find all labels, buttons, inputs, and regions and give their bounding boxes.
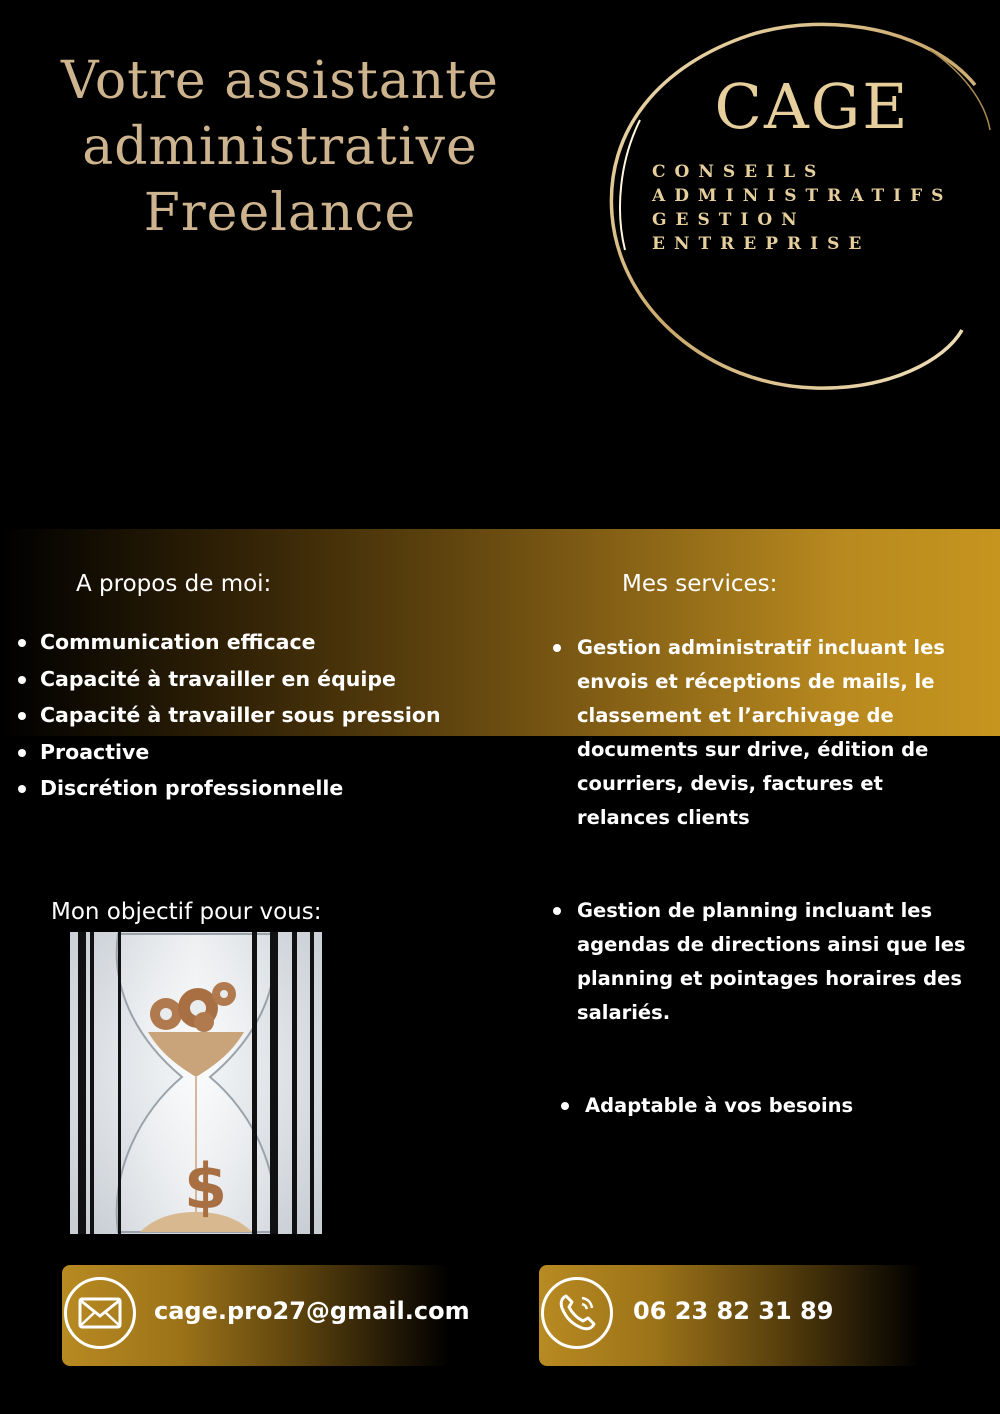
phone-icon [541, 1277, 613, 1349]
list-item: Communication efficace [16, 624, 476, 661]
list-item: Proactive [16, 734, 476, 771]
headline-line: Votre assistante [61, 51, 499, 111]
services-list [551, 631, 971, 835]
email-contact-bar [62, 1265, 470, 1366]
about-title: A propos de moi: [76, 571, 272, 597]
services-list [559, 1089, 979, 1123]
logo-tagline-line: ENTREPRISE [652, 234, 871, 254]
logo-tagline-line: ADMINISTRATIFS [652, 186, 953, 206]
envelope-icon [64, 1277, 136, 1349]
list-item: Adaptable à vos besoins [559, 1089, 979, 1123]
services-list [551, 894, 971, 1030]
email-address[interactable]: cage.pro27@gmail.com [154, 1297, 470, 1325]
logo-tagline-line: CONSEILS [652, 162, 826, 182]
phone-number[interactable]: 06 23 82 31 89 [633, 1297, 834, 1325]
svg-text:$: $ [184, 1150, 228, 1223]
list-item: Discrétion professionnelle [16, 770, 476, 807]
hourglass-image [70, 932, 322, 1234]
list-item: Capacité à travailler en équipe [16, 661, 476, 698]
logo-brand: CAGE [714, 70, 910, 143]
logo-tagline-line: GESTION [652, 210, 806, 230]
list-item: Gestion administratif incluant les envois et réceptions de mails, le classement et l’archivage de documents sur drive, édition de courriers, devis, factures et relances clients [551, 631, 971, 835]
services-title: Mes services: [622, 571, 778, 597]
objective-title: Mon objectif pour vous: [51, 899, 322, 925]
phone-contact-bar [539, 1265, 921, 1366]
headline-line: Freelance [143, 183, 417, 243]
list-item: Gestion de planning incluant les agendas de directions ainsi que les planning et pointages horaires des salariés. [551, 894, 971, 1030]
list-item: Capacité à travailler sous pression [16, 697, 476, 734]
headline-line: administrative [82, 117, 478, 177]
about-list [16, 624, 476, 807]
headline [40, 48, 520, 246]
logo-tagline [652, 160, 952, 256]
